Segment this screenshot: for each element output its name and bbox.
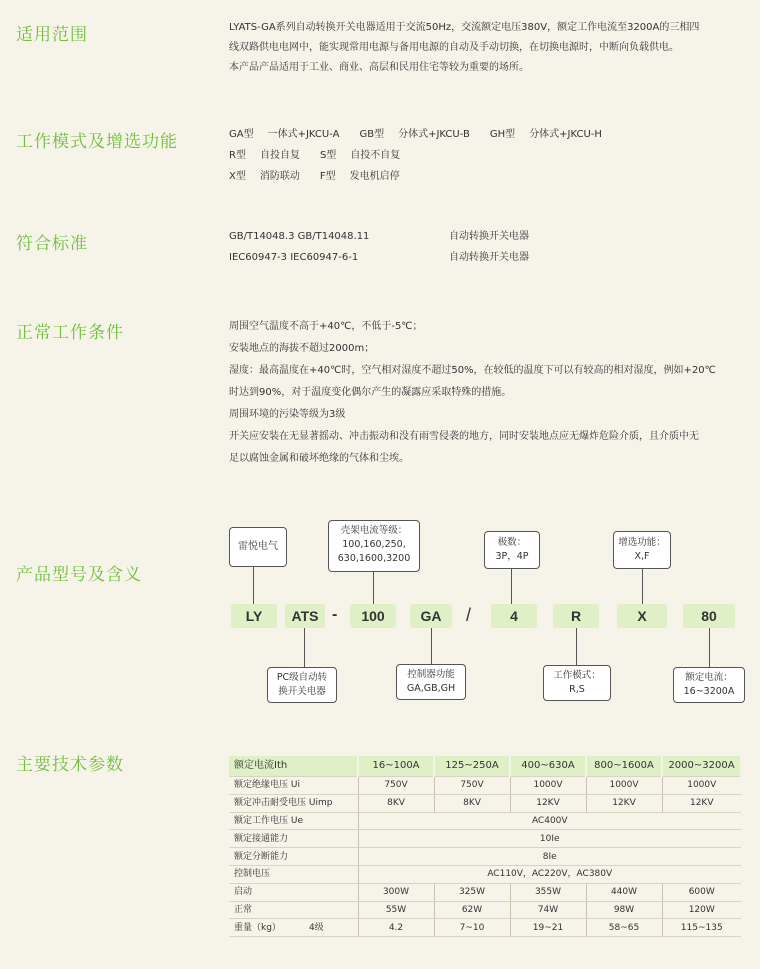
mode-desc: 分体式+JKCU-H (529, 129, 602, 140)
params-row-label-text: 额定分断能力 (234, 851, 289, 862)
params-row-label (229, 830, 358, 848)
params-row (229, 794, 741, 812)
params-cell: 300W (358, 883, 434, 901)
model-segment-ats: ATS (285, 604, 325, 628)
section-title-conditions: 正常工作条件 (16, 323, 124, 343)
params-cell: 19~21 (510, 919, 586, 937)
section-title-standards: 符合标准 (16, 234, 88, 254)
params-cell: 1000V (662, 777, 741, 795)
condition-line: 周围空气温度不高于+40℃，不低于-5℃； (229, 321, 423, 332)
scope-line: LYATS-GA系列自动转换开关电器适用于交流50Hz，交流额定电压380V，额定工作电流至3200A的三相四 (229, 22, 700, 33)
model-box-options (613, 531, 671, 569)
scope-line: 本产品产品适用于工业、商业、高层和民用住宅等较为重要的场所。 (229, 62, 529, 73)
standards-row (229, 247, 529, 268)
params-row-sublabel: 4级 (308, 922, 324, 933)
params-row (229, 919, 741, 937)
params-row (229, 901, 741, 919)
model-box-text: 换开关电器 (278, 686, 326, 697)
model-box-text: 工作模式： (553, 670, 601, 681)
params-header-cell: 16~100A (358, 756, 434, 777)
params-cell: 58~65 (586, 919, 662, 937)
mode-code: GH型 (489, 129, 516, 140)
model-segment-ly: LY (231, 604, 277, 628)
model-box-text: 3P，4P (495, 551, 529, 562)
params-row-label (229, 794, 358, 812)
connector-line (373, 572, 374, 604)
params-row-label (229, 883, 358, 901)
condition-line: 安装地点的海拔不超过2000m； (229, 343, 375, 354)
params-cell: 8KV (434, 794, 510, 812)
params-row-label (229, 848, 358, 866)
model-box-text: 16~3200A (683, 686, 735, 697)
scope-text (229, 18, 749, 78)
params-cell: 12KV (510, 794, 586, 812)
model-segment-current: 100 (350, 604, 396, 628)
model-box-text: 额定电流： (685, 672, 733, 683)
modes-row (229, 166, 616, 187)
connector-line (709, 628, 710, 668)
standard-desc: 自动转换开关电器 (449, 252, 529, 263)
model-box-poles (484, 531, 540, 569)
condition-line: 周围环境的污染等级为3级 (229, 409, 346, 420)
model-segment-poles: 4 (491, 604, 537, 628)
params-row-label-text: 正常 (234, 904, 253, 915)
params-cell: 8KV (358, 794, 434, 812)
params-cell: 120W (662, 901, 741, 919)
params-row-label (229, 812, 358, 830)
connector-line (576, 628, 577, 666)
mode-code: S型 (319, 150, 337, 161)
params-cell: 325W (434, 883, 510, 901)
params-header-label: 额定电流Ith (229, 756, 358, 777)
model-box-text: 控制器功能 (407, 669, 455, 680)
mode-desc: 一体式+JKCU-A (267, 129, 340, 140)
params-cell-span: AC400V (358, 812, 741, 830)
mode-desc: 发电机启停 (349, 171, 400, 182)
connector-line (511, 569, 512, 604)
model-box-text: 增选功能： (618, 537, 666, 548)
mode-desc: 自投不自复 (350, 150, 401, 161)
condition-line: 湿度：最高温度在+40℃时，空气相对湿度不超过50%，在较低的温度下可以有较高的相对湿度，例如+20℃ (229, 365, 716, 376)
params-cell-span: 10Ie (358, 830, 741, 848)
mode-code: F型 (319, 171, 336, 182)
params-cell: 1000V (510, 777, 586, 795)
params-cell: 55W (358, 901, 434, 919)
params-row-label-text: 控制电压 (234, 869, 271, 880)
params-header-cell: 400~630A (510, 756, 586, 777)
standard-code: IEC60947-3 IEC60947-6-1 (229, 252, 359, 263)
model-separator-dash: - (332, 606, 338, 623)
model-segment-controller: GA (410, 604, 452, 628)
params-cell: 62W (434, 901, 510, 919)
standards-list (229, 226, 529, 268)
connector-line (431, 628, 432, 665)
params-row-label (229, 777, 358, 795)
connector-line (253, 567, 254, 604)
modes-row (229, 145, 616, 166)
params-cell: 7~10 (434, 919, 510, 937)
model-segment-rated: 80 (683, 604, 735, 628)
model-box-text: 极数： (497, 537, 527, 548)
standard-code: GB/T14048.3 GB/T14048.11 (229, 231, 370, 242)
model-box-rated-current (673, 667, 745, 703)
params-row (229, 883, 741, 901)
params-header-cell: 800~1600A (586, 756, 662, 777)
model-segment-option: X (617, 604, 667, 628)
mode-code: GB型 (359, 129, 385, 140)
model-segment-mode: R (553, 604, 599, 628)
params-row-label (229, 901, 358, 919)
params-row (229, 812, 741, 830)
params-header-cell: 2000~3200A (662, 756, 741, 777)
model-box-pc-class (267, 667, 337, 703)
model-box-controller (396, 664, 466, 700)
connector-line (304, 628, 305, 668)
params-cell: 4.2 (358, 919, 434, 937)
params-row-label-text: 额定冲击耐受电压 Uimp (234, 798, 333, 809)
mode-code: R型 (229, 150, 246, 161)
section-title-modes: 工作模式及增选功能 (16, 132, 178, 152)
scope-line: 线双路供电电网中，能实现常用电源与备用电源的自动及手动切换，在切换电源时，中断向负载供电。 (229, 42, 679, 53)
params-row-label (229, 865, 358, 883)
params-cell: 74W (510, 901, 586, 919)
standard-desc: 自动转换开关电器 (449, 231, 529, 242)
params-row (229, 830, 741, 848)
condition-line: 开关应安装在无显著摇动、冲击振动和没有雨雪侵袭的地方，同时安装地点应无爆炸危险介质，且介质中无 (229, 431, 699, 442)
condition-line: 足以腐蚀金属和破坏绝缘的气体和尘埃。 (229, 453, 409, 464)
model-box-mode (543, 665, 611, 701)
params-cell: 355W (510, 883, 586, 901)
params-cell-span: AC110V，AC220V，AC380V (358, 865, 741, 883)
condition-line: 时达到90%，对于温度变化偶尔产生的凝露应采取特殊的措施。 (229, 387, 512, 398)
connector-line (642, 569, 643, 604)
params-cell: 12KV (586, 794, 662, 812)
params-row-label-text: 启动 (234, 887, 253, 898)
params-row (229, 777, 741, 795)
params-row (229, 865, 741, 883)
mode-desc: 分体式+JKCU-B (398, 129, 470, 140)
model-box-text: R,S (569, 684, 585, 695)
params-row-label-text: 额定工作电压 Ue (234, 815, 303, 826)
params-header-cell: 125~250A (434, 756, 510, 777)
model-box-text: PC级自动转 (276, 672, 328, 683)
params-row-label-text: 额定绝缘电压 Ui (234, 780, 300, 791)
conditions-text (229, 316, 749, 470)
mode-code: GA型 (229, 129, 254, 140)
mode-code: X型 (229, 171, 246, 182)
params-cell: 12KV (662, 794, 741, 812)
params-cell: 750V (358, 777, 434, 795)
model-box-brand (229, 527, 287, 567)
section-title-scope: 适用范围 (16, 25, 88, 45)
params-row-label-text: 重量（kg） (234, 922, 281, 933)
model-box-text: 雷悦电气 (238, 541, 278, 552)
model-box-text: GA,GB,GH (406, 683, 456, 694)
params-header-row (229, 756, 741, 777)
mode-desc: 自投自复 (259, 150, 300, 161)
params-row-label-text: 额定接通能力 (234, 833, 289, 844)
model-box-text: 100,160,250, (342, 539, 406, 550)
section-title-model: 产品型号及含义 (16, 565, 142, 585)
modes-row (229, 124, 616, 145)
params-row (229, 848, 741, 866)
section-title-params: 主要技术参数 (16, 755, 124, 775)
params-cell: 440W (586, 883, 662, 901)
params-cell: 98W (586, 901, 662, 919)
params-table (229, 756, 742, 937)
model-box-frame-current (328, 520, 420, 572)
model-box-text: 630,1600,3200 (337, 553, 411, 564)
model-separator-slash: / (466, 605, 472, 625)
params-cell: 115~135 (662, 919, 741, 937)
standards-row (229, 226, 529, 247)
mode-desc: 消防联动 (259, 171, 300, 182)
params-cell: 600W (662, 883, 741, 901)
params-row-label (229, 919, 358, 937)
modes-list (229, 124, 616, 187)
params-cell-span: 8Ie (358, 848, 741, 866)
model-box-text: 壳架电流等级： (340, 525, 408, 536)
params-cell: 750V (434, 777, 510, 795)
model-box-text: X,F (634, 551, 650, 562)
params-cell: 1000V (586, 777, 662, 795)
